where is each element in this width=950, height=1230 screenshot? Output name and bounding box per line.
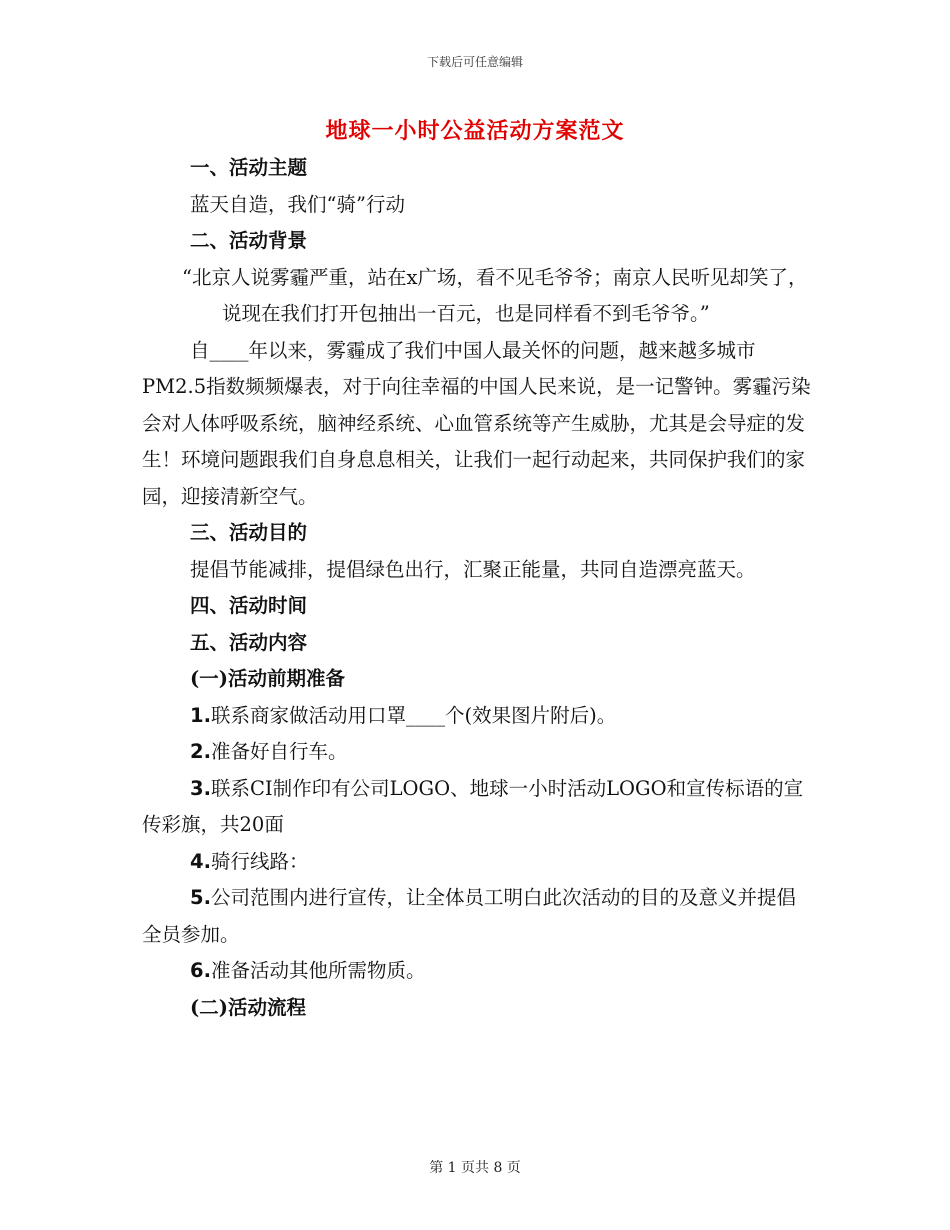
list-item-text: 联系商家做活动用口罩____个(效果图片附后)。 [210, 703, 617, 727]
background-quote-text: “北京人说雾霾严重，站在x广场，看不见毛爷爷；南京人民听见却笑了，说现在我们打开包抽出一百元，也是同样看不到毛爷爷。” [182, 265, 808, 325]
section-heading-content: 五、活动内容 [190, 630, 308, 654]
list-item-number: 4. [190, 849, 211, 873]
list-item [142, 844, 812, 881]
section-heading-theme: 一、活动主题 [190, 156, 308, 179]
theme-paragraph: 蓝天自造，我们“骑”行动 [190, 192, 405, 216]
list-item [142, 771, 812, 844]
section-heading-purpose: 三、活动目的 [190, 521, 308, 544]
document-body [142, 150, 812, 1026]
list-item-text: 准备活动其他所需物质。 [210, 959, 426, 982]
list-item [142, 953, 812, 990]
background-quote-paragraph [182, 260, 812, 333]
list-item [142, 698, 812, 735]
list-item-text: 联系CI制作印有公司LOGO、地球一小时活动LOGO和宣传标语的宣传彩旗，共20面 [142, 776, 804, 836]
list-item-text: 骑行线路： [210, 849, 309, 873]
background-paragraph [142, 333, 812, 516]
page-footer: 第 1 页共 8 页 [429, 1160, 521, 1176]
list-item-number: 6. [190, 959, 211, 982]
subsection-heading-process: (二)活动流程 [190, 995, 306, 1019]
section-heading-time: 四、活动时间 [190, 594, 308, 617]
list-item-number: 3. [190, 776, 211, 800]
background-text: 自____年以来，雾霾成了我们中国人最关怀的问题，越来越多城市PM2.5指数频频爆表，对于向往幸福的中国人民来说，是一记警钟。雾霾污染会对人体呼吸系统，脑神经系统、心血管系统等产生威胁，尤其是会导症的发生！环境问题跟我们自身息息相关，让我们一起行动起来，共同保护我们的家园，迎接清新空气。 [142, 338, 811, 508]
page-header: 下载后可任意编辑 [426, 55, 523, 69]
subsection-heading-preparation: (一)活动前期准备 [190, 667, 345, 690]
document-title: 地球一小时公益活动方案范文 [325, 118, 625, 144]
purpose-paragraph: 提倡节能减排，提倡绿色出行，汇聚正能量，共同自造漂亮蓝天。 [190, 557, 756, 581]
list-item [142, 880, 812, 953]
list-item [142, 734, 812, 771]
list-item-text: 公司范围内进行宣传，让全体员工明白此次活动的目的及意义并提倡全员参加。 [142, 886, 796, 946]
list-item-number: 5. [190, 886, 211, 909]
list-item-number: 1. [190, 703, 211, 727]
list-item-text: 准备好自行车。 [210, 740, 348, 763]
section-heading-background: 二、活动背景 [190, 229, 308, 252]
list-item-number: 2. [190, 740, 211, 763]
